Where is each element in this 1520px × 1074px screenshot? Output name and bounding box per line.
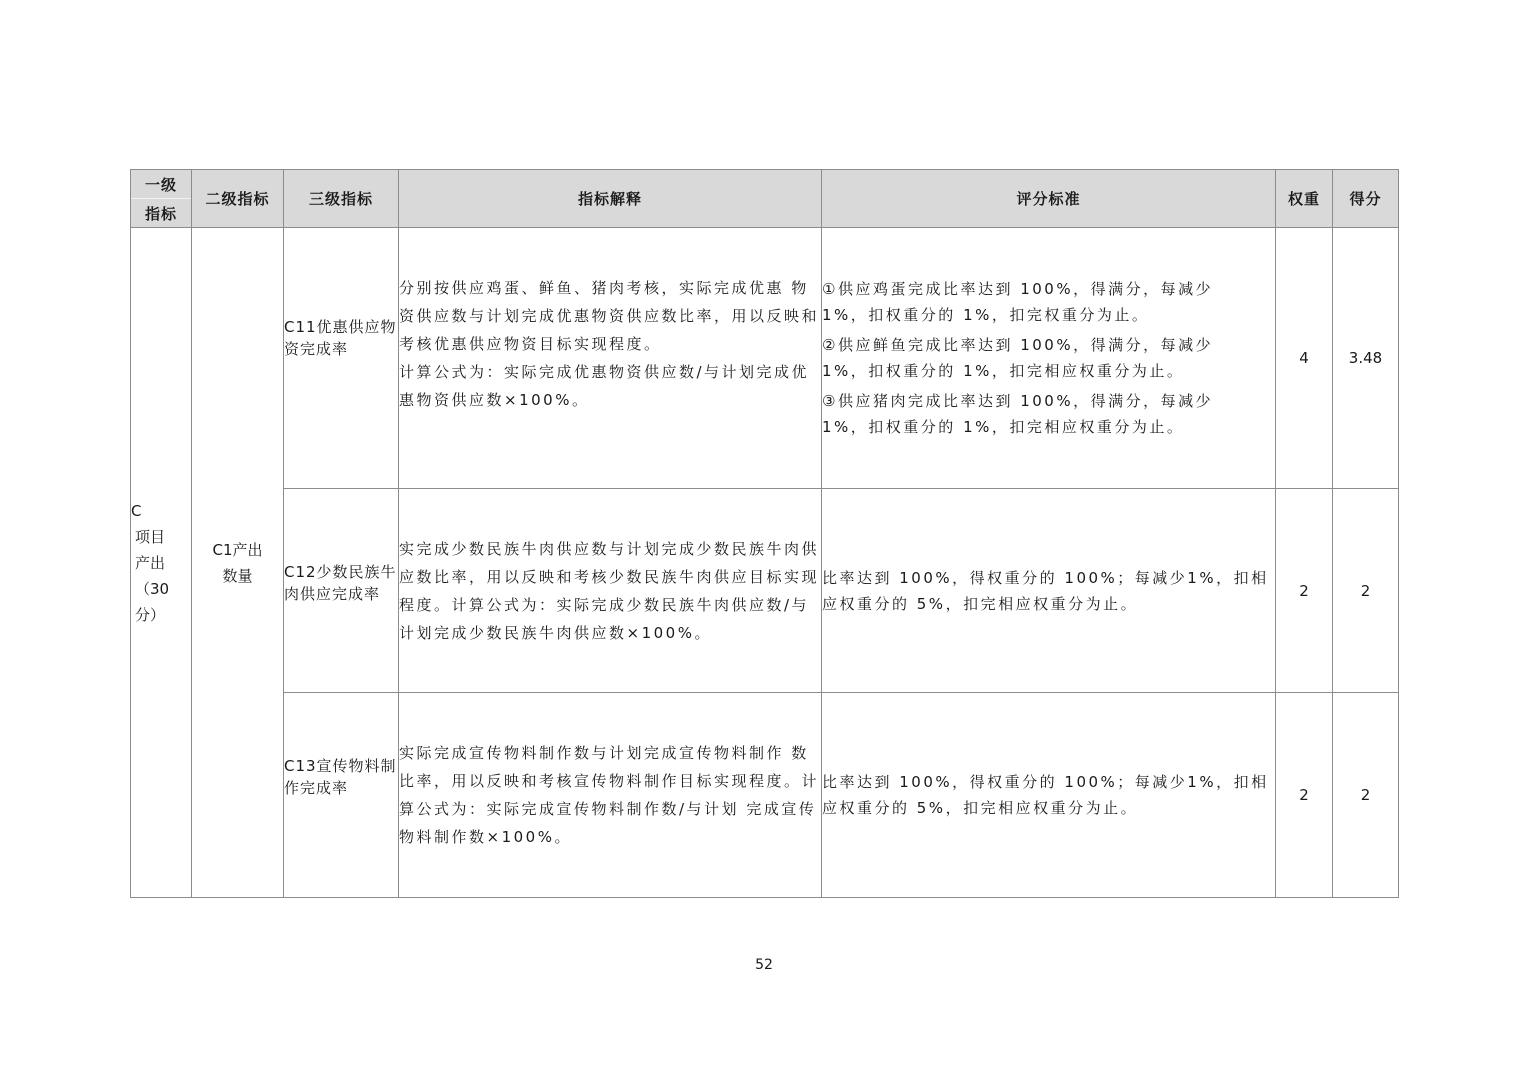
indicator-name: C12少数民族牛肉供应完成率 <box>284 562 397 603</box>
weight-cell: 2 <box>1276 693 1333 898</box>
level1-line: 分） <box>135 605 166 624</box>
table-row <box>131 489 1399 693</box>
explanation-cell <box>399 228 822 489</box>
criteria-item: 比率达到 100%，得权重分的 100%；每减少1%，扣相应权重分的 5%，扣完相应权重分为止。 <box>822 568 1269 613</box>
level1-line: 项目 <box>135 527 166 546</box>
header-criteria: 评分标准 <box>822 170 1276 228</box>
explanation-cell <box>399 489 822 693</box>
indicator-cell <box>284 228 399 489</box>
criteria-item: 比率达到 100%，得权重分的 100%；每减少1%，扣相应权重分的 5%，扣完相应权重分为止。 <box>822 773 1269 817</box>
level2-line: 数量 <box>222 566 253 585</box>
criteria-cell <box>822 228 1276 489</box>
level2-cell <box>192 228 284 898</box>
level1-cell <box>131 228 192 898</box>
criteria-item: ③供应猪肉完成比率达到 100%，得满分，每减少 1%，扣权重分的 1%，扣完相应权重分为止。 <box>822 392 1214 436</box>
explanation-formula: 计算公式为：实际完成优惠物资供应数/与计划完成优惠物资供应数×100%。 <box>399 363 810 409</box>
score-cell: 2 <box>1333 489 1399 693</box>
score-cell: 3.48 <box>1333 228 1399 489</box>
header-score: 得分 <box>1333 170 1399 228</box>
performance-evaluation-table <box>130 169 1399 898</box>
explanation-text: 分别按供应鸡蛋、鲜鱼、猪肉考核，实际完成优惠 物资供应数与计划完成优惠物资供应数比率，用以反映和考核优惠供应物资目标实现程度。 <box>399 279 820 353</box>
header-weight: 权重 <box>1276 170 1333 228</box>
level1-line: 产出 <box>135 553 166 572</box>
table-row <box>131 693 1399 898</box>
header-level2: 二级指标 <box>192 170 284 228</box>
criteria-item: ②供应鲜鱼完成比率达到 100%，得满分，每减少 1%，扣权重分的 1%，扣完相应权重分为止。 <box>822 336 1214 380</box>
indicator-cell <box>284 489 399 693</box>
indicator-cell <box>284 693 399 898</box>
header-level1-line1: 一级 <box>131 170 191 199</box>
indicator-name: C13宣传物料制作完成率 <box>284 757 397 797</box>
table-header <box>131 170 1399 228</box>
weight-cell: 2 <box>1276 489 1333 693</box>
explanation-cell <box>399 693 822 898</box>
indicator-name: C11优惠供应物资完成率 <box>284 318 397 358</box>
header-level1-line2: 指标 <box>144 204 177 223</box>
score-cell: 2 <box>1333 693 1399 898</box>
header-explanation: 指标解释 <box>399 170 822 228</box>
criteria-cell <box>822 489 1276 693</box>
page-number: 52 <box>755 957 773 973</box>
explanation-text: 实际完成宣传物料制作数与计划完成宣传物料制作 数比率，用以反映和考核宣传物料制作目标实现程度。计算公式为：实际完成宣传物料制作数/与计划 完成宣传物料制作数×100%。 <box>399 744 820 846</box>
header-level1 <box>131 170 192 228</box>
table-row <box>131 228 1399 489</box>
criteria-cell <box>822 693 1276 898</box>
level1-code: C <box>131 501 142 520</box>
criteria-item: ①供应鸡蛋完成比率达到 100%，得满分，每减少 1%，扣权重分的 1%，扣完权重分为止。 <box>822 280 1214 324</box>
weight-cell: 4 <box>1276 228 1333 489</box>
table-body <box>131 228 1399 898</box>
header-level3: 三级指标 <box>284 170 399 228</box>
explanation-text: 实完成少数民族牛肉供应数与计划完成少数民族牛肉供应数比率，用以反映和考核少数民族牛肉供应目标实现程度。计算公式为：实际完成少数民族牛肉供应数/与计划完成少数民族牛肉供应数×100%。 <box>399 539 820 642</box>
level1-line: （30 <box>135 579 170 598</box>
level2-line: C1产出 <box>212 540 263 559</box>
